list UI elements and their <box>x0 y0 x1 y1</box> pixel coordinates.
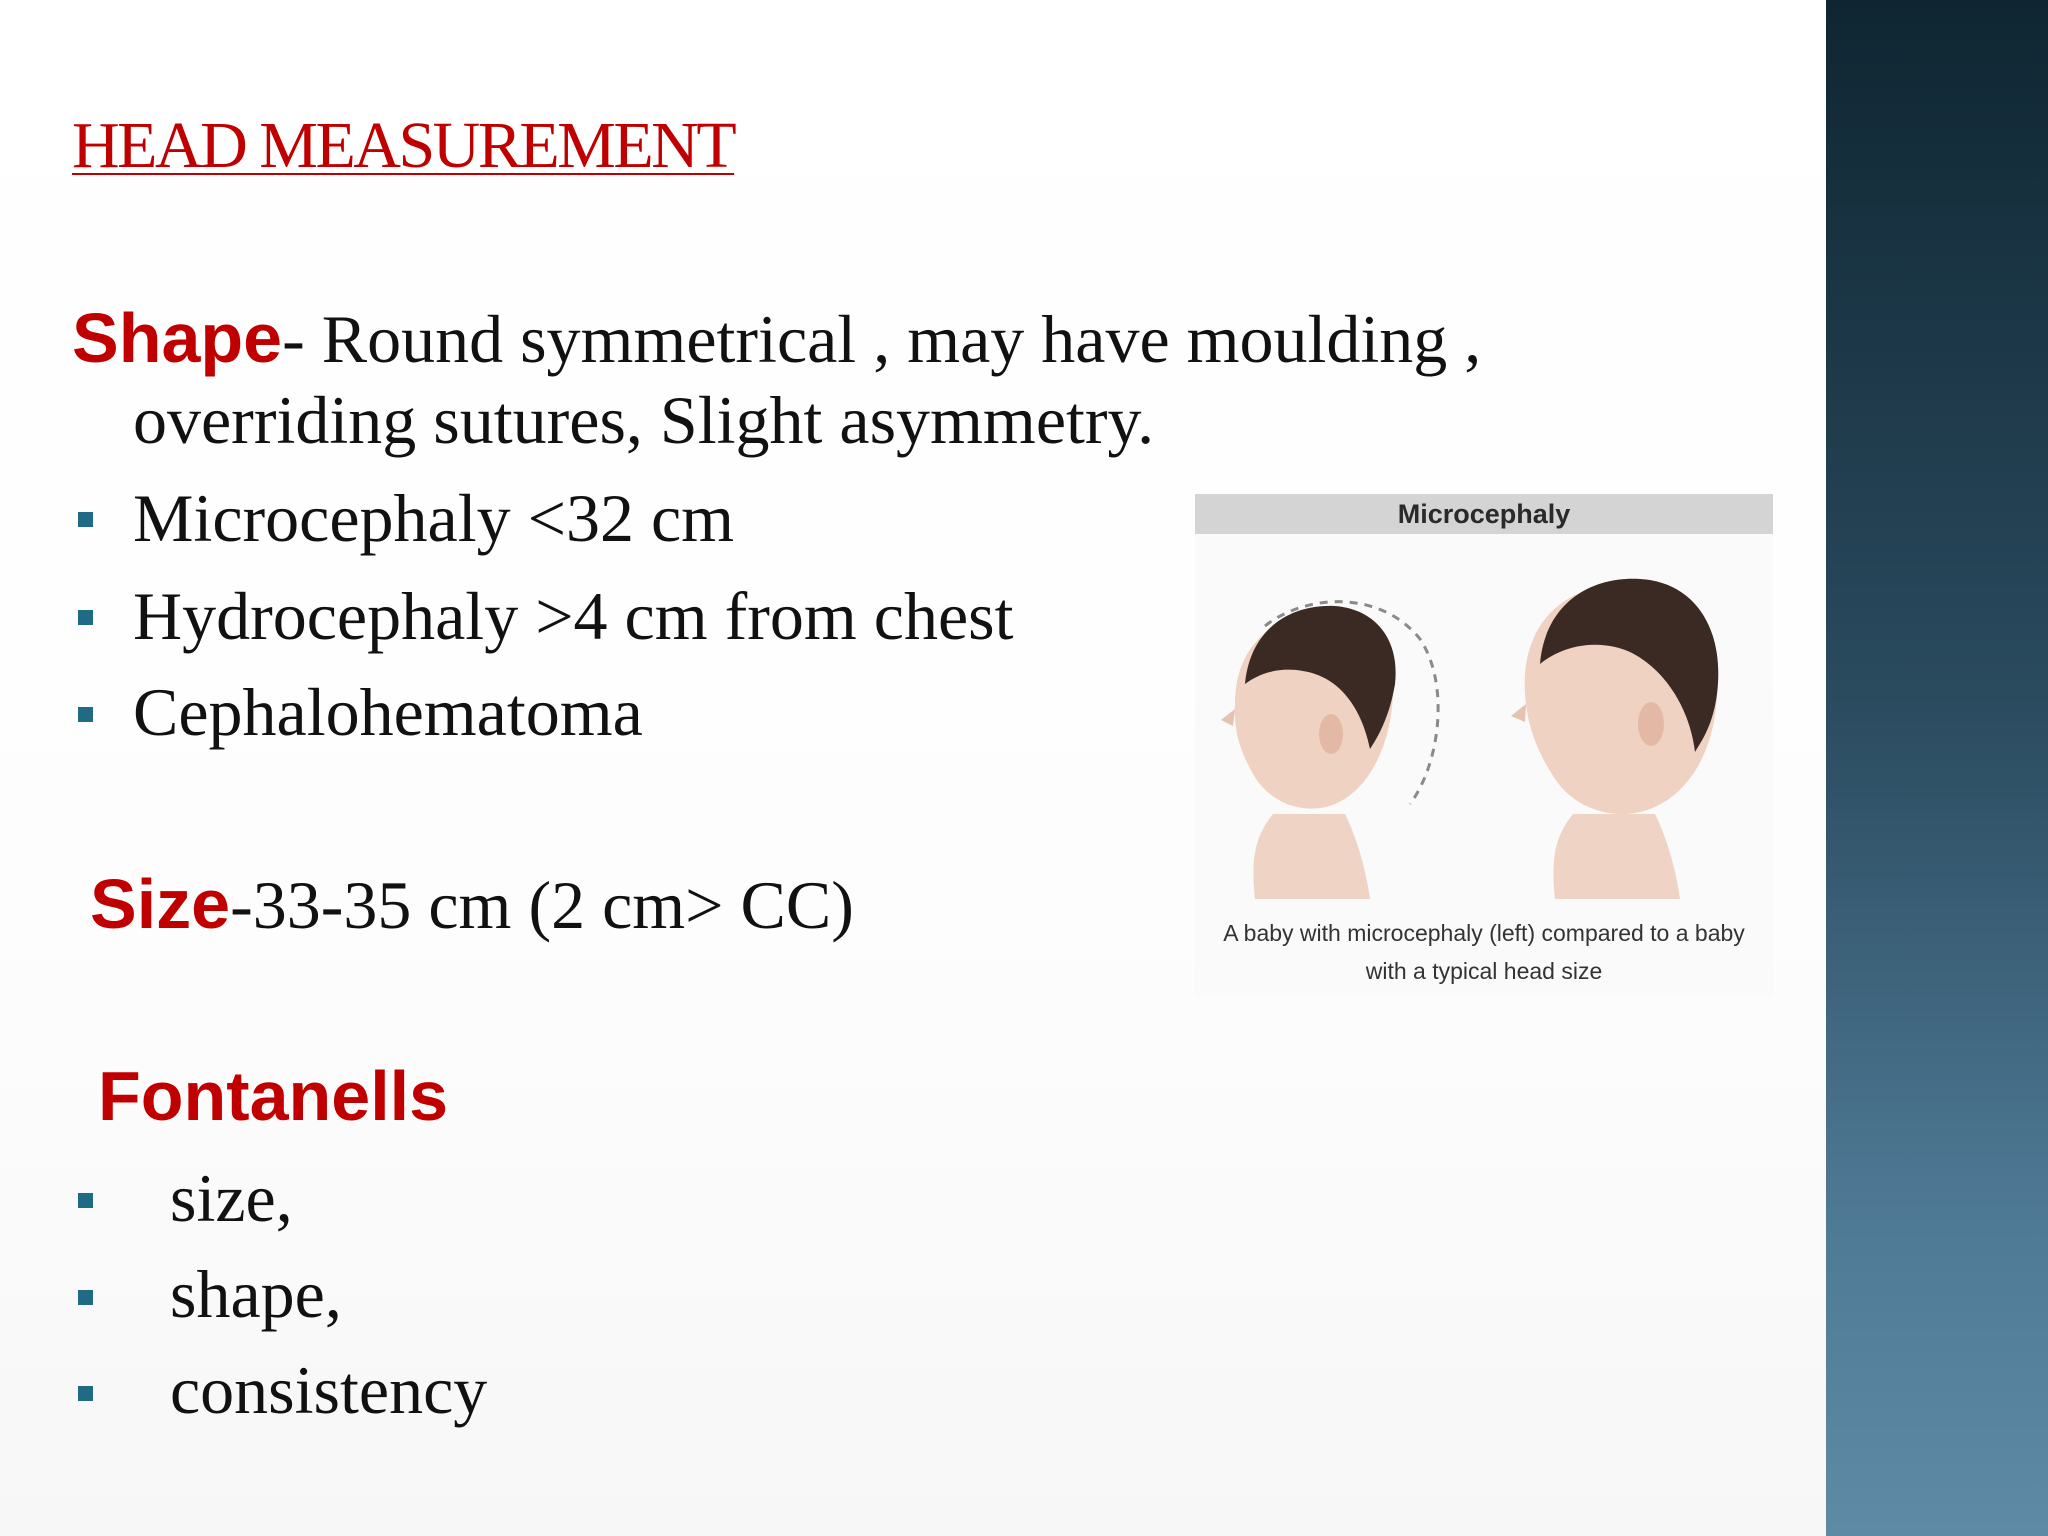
shape-bullet-item: Cephalohematoma <box>133 674 643 750</box>
shape-line-2: overriding sutures, Slight asymmetry. <box>133 382 1155 458</box>
shape-label: Shape <box>72 299 283 377</box>
fontanells-label: Fontanells <box>98 1057 449 1135</box>
decorative-side-bar <box>1826 0 2048 1536</box>
bullet-marker <box>78 512 93 527</box>
figure-title: Microcephaly <box>1195 494 1773 534</box>
microcephaly-figure <box>1195 494 1773 997</box>
fontanells-heading <box>98 1056 448 1137</box>
bullet-marker <box>78 610 93 625</box>
fontanells-bullet-item: size, <box>170 1160 293 1236</box>
figure-caption-line-1: A baby with microcephaly (left) compared to a baby <box>1223 920 1745 946</box>
size-text: -33-35 cm (2 cm> CC) <box>230 867 854 943</box>
shape-bullet-item: Hydrocephaly >4 cm from chest <box>133 578 1014 654</box>
shape-bullet-item: Microcephaly <32 cm <box>133 480 735 556</box>
size-line <box>90 864 854 945</box>
microcephaly-baby-head <box>1221 602 1438 899</box>
figure-caption <box>1195 914 1773 990</box>
bullet-marker <box>78 1290 93 1305</box>
baby-heads-illustration <box>1195 534 1773 902</box>
shape-text-1: - Round symmetrical , may have moulding , <box>282 301 1482 377</box>
size-label: Size <box>90 865 231 943</box>
bullet-marker <box>78 1386 93 1401</box>
bullet-marker <box>78 707 93 722</box>
slide-title: HEAD MEASUREMENT <box>72 109 735 182</box>
fontanells-bullet-item: shape, <box>170 1256 342 1332</box>
figure-caption-line-2: with a typical head size <box>1365 958 1603 984</box>
fontanells-bullet-item: consistency <box>170 1352 488 1428</box>
bullet-marker <box>78 1193 93 1208</box>
typical-baby-head <box>1511 579 1718 899</box>
shape-line-1 <box>72 298 1481 379</box>
